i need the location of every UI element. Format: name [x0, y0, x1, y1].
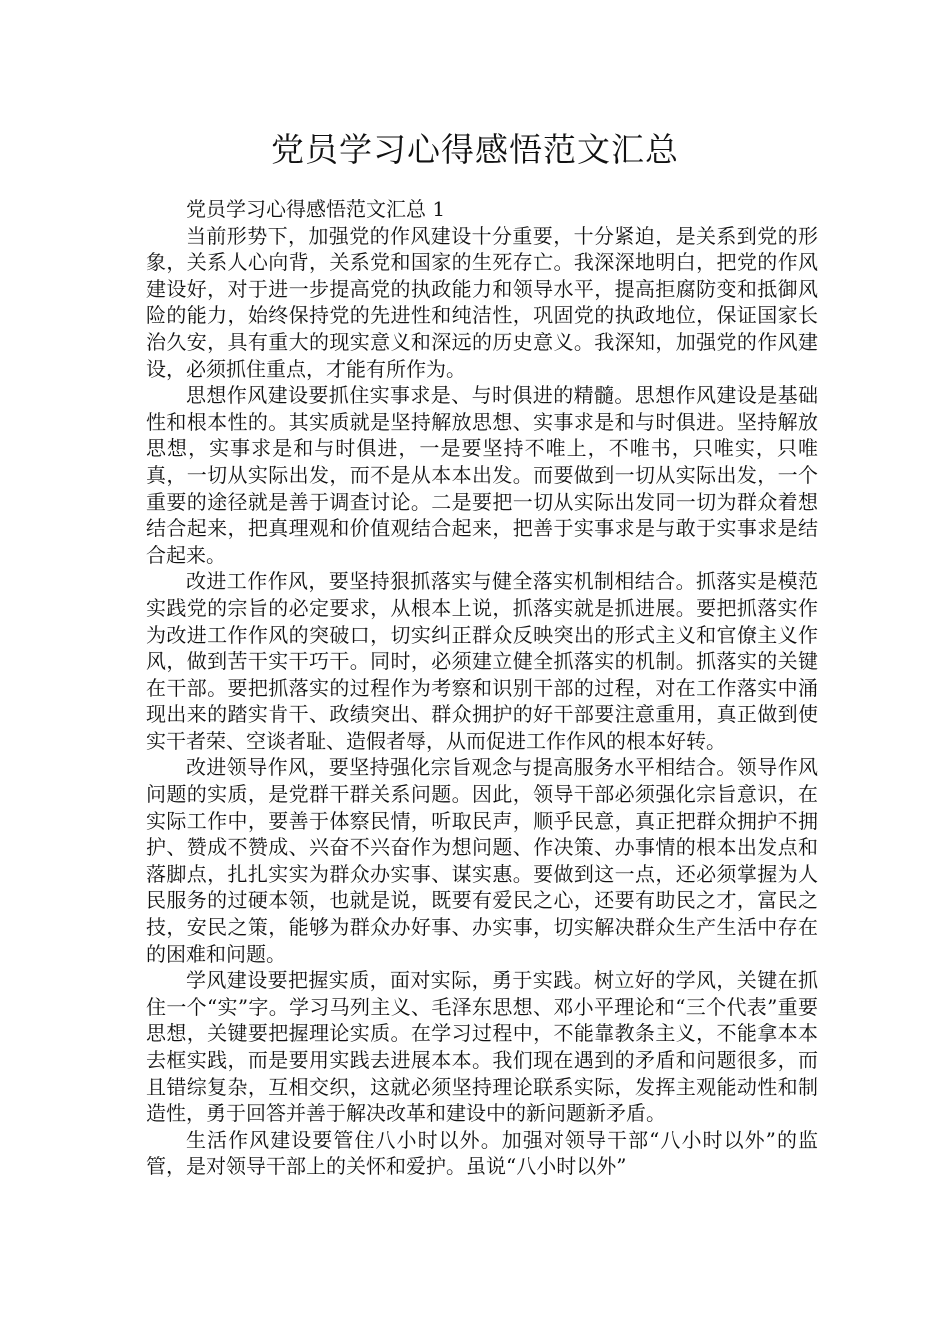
paragraph-2: 思想作风建设要抓住实事求是、与时俱进的精髓。思想作风建设是基础性和根本性的。其实质就是坚持解放思想、实事求是和与时俱进。坚持解放思想，实事求是和与时俱进，一是要坚持不唯上，不唯书，只唯实，只唯真，一切从实际出发，而不是从本本出发。而要做到一切从实际出发，一个重要的途径就是善于调查讨论。二是要把一切从实际出发同一切为群众着想结合起来，把真理观和价值观结合起来，把善于实事求是与敢于实事求是结合起来。	[146, 383, 818, 567]
paragraph-4: 改进领导作风，要坚持强化宗旨观念与提高服务水平相结合。领导作风问题的实质，是党群干群关系问题。因此，领导干部必须强化宗旨意识，在实际工作中，要善于体察民情，听取民声，顺乎民意，真正把群众拥护不拥护、赞成不赞成、兴奋不兴奋作为想问题、作决策、办事情的根本出发点和落脚点，扎扎实实为群众办实事、谋实惠。要做到这一点，还必须掌握为人民服务的过硬本领，也就是说，既要有爱民之心，还要有助民之才，富民之技，安民之策，能够为群众办好事、办实事，切实解决群众生产生活中存在的困难和问题。	[146, 755, 818, 966]
document-body	[146, 196, 818, 1180]
paragraph-3: 改进工作作风，要坚持狠抓落实与健全落实机制相结合。抓落实是模范实践党的宗旨的必定要求，从根本上说，抓落实就是抓进展。要把抓落实作为改进工作作风的突破口，切实纠正群众反映突出的形式主义和官僚主义作风，做到苦干实干巧干。同时，必须建立健全抓落实的机制。抓落实的关键在干部。要把抓落实的过程作为考察和识别干部的过程，对在工作落实中涌现出来的踏实肯干、政绩突出、群众拥护的好干部要注意重用，真正做到使实干者荣、空谈者耻、造假者辱，从而促进工作作风的根本好转。	[146, 569, 818, 753]
paragraph-6: 生活作风建设要管住八小时以外。加强对领导干部“八小时以外”的监管，是对领导干部上的关怀和爱护。虽说“八小时以外”	[146, 1127, 818, 1179]
paragraph-1: 当前形势下，加强党的作风建设十分重要，十分紧迫，是关系到党的形象，关系人心向背，关系党和国家的生死存亡。我深深地明白，把党的作风建设好，对于进一步提高党的执政能力和领导水平，提高拒腐防变和抵御风险的能力，始终保持党的先进性和纯洁性，巩固党的执政地位，保证国家长治久安，具有重大的现实意义和深远的历史意义。我深知，加强党的作风建设，必须抓住重点，才能有所作为。	[146, 223, 818, 381]
document-title: 党员学习心得感悟范文汇总	[271, 130, 679, 169]
paragraph-5: 学风建设要把握实质，面对实际，勇于实践。树立好的学风，关键在抓住一个“实”字。学习马列主义、毛泽东思想、邓小平理论和“三个代表”重要思想，关键要把握理论实质。在学习过程中，不能靠教条主义，不能拿本本去框实践，而是要用实践去进展本本。我们现在遇到的矛盾和问题很多，而且错综复杂，互相交织，这就必须坚持理论联系实际，发挥主观能动性和制造性，勇于回答并善于解决改革和建设中的新问题新矛盾。	[146, 968, 818, 1126]
section-heading: 党员学习心得感悟范文汇总 1	[186, 197, 446, 221]
